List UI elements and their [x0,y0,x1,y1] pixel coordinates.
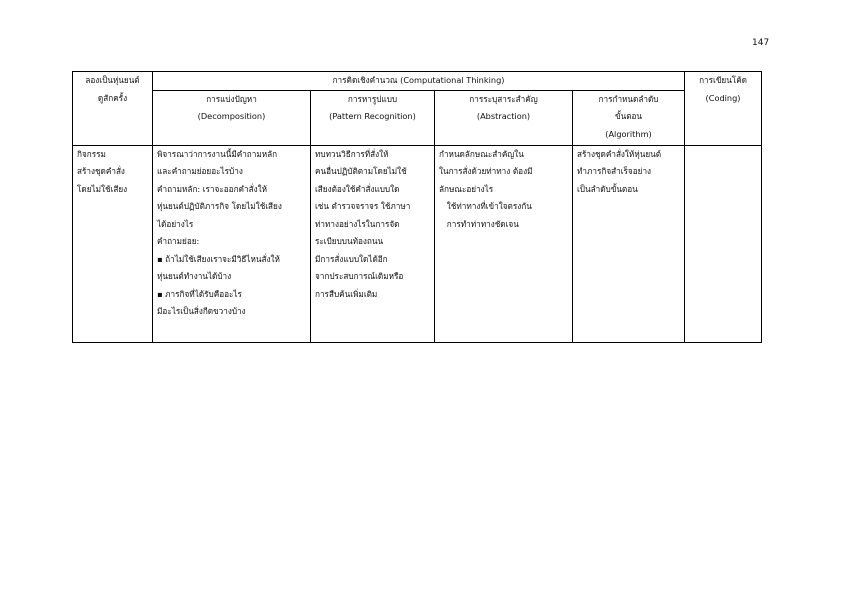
algorithm-header-line: ขั้นตอน [615,111,643,121]
activity-line: กิจกรรม [77,148,106,159]
pattern-line: เสียงต้องใช้คำสั่งแบบใด [315,183,400,194]
decomposition-cell [153,145,311,343]
decomposition-line: พิจารณาว่าการงานนี้มีคำถามหลัก [157,148,278,159]
decomposition-line: คำถามย่อย: [157,236,200,246]
algorithm-header-line: การกำหนดลำดับ [598,93,659,104]
activity-cell [73,145,153,343]
decomposition-line: หุ่นยนต์ทำงานได้บ้าง [157,271,232,281]
abstraction-line: ในการสั่งด้วยท่าทาง ต้องมี [439,166,533,176]
activity-header-line: ลองเป็นหุ่นยนต์ [85,75,140,85]
algorithm-line: ทำภารกิจสำเร็จอย่าง [577,166,652,176]
decomposition-line: มีอะไรเป็นสิ่งกีดขวางบ้าง [157,306,246,316]
pattern-header [311,90,435,145]
algorithm-cell [573,145,685,343]
abstraction-header-line: การระบุสาระสำคัญ [469,93,538,104]
pattern-line: ระเบียบบนท้องถนน [315,236,384,246]
activity-line: สร้างชุดคำสั่ง [77,166,125,176]
abstraction-line: กำหนดลักษณะสำคัญใน [439,148,524,159]
activity-line: โดยไม่ใช้เสียง [77,183,128,194]
decomposition-header [153,90,311,145]
pattern-line: จากประสบการณ์เดิมหรือ [315,271,404,281]
pattern-line: มีการสั่งแบบใดได้อีก [315,253,388,264]
page-number: 147 [752,38,770,48]
coding-header-cell [685,72,762,146]
pattern-header-line: การหารูปแบบ [347,93,398,104]
abstraction-line: ใช้ท่าทางที่เข้าใจตรงกัน [439,201,532,211]
decomposition-bullet: ▪ ถ้าไม่ใช้เสียงเราจะมีวิธีไหนสั่งให้ [157,253,280,264]
computational-thinking-table [72,71,762,343]
pattern-line: ทบทวนวิธีการที่สั่งให้ [315,148,389,159]
abstraction-line: การทำท่าทางชัดเจน [439,218,519,229]
activity-header-cell [73,72,153,146]
abstraction-line: ลักษณะอย่างไร [439,183,494,194]
abstraction-header [435,90,573,145]
activity-header-line: ดูสักครั้ง [97,92,128,103]
coding-cell [685,145,762,343]
pattern-line: ท่าทางอย่างไรในการจัด [315,218,400,229]
computational-thinking-header: การคิดเชิงคำนวณ (Computational Thinking) [153,72,685,91]
decomposition-header-line: การแบ่งปัญหา [206,93,257,104]
algorithm-line: สร้างชุดคำสั่งให้หุ่นยนต์ [577,148,662,159]
algorithm-header [573,90,685,145]
pattern-header-line: (Pattern Recognition) [329,111,416,121]
decomposition-bullet: ▪ ภารกิจที่ได้รับคืออะไร [157,288,242,299]
decomposition-line: และคำถามย่อยอะไรบ้าง [157,166,243,176]
algorithm-header-line: (Algorithm) [605,128,652,139]
coding-header-line: (Coding) [705,92,741,103]
decomposition-line: หุ่นยนต์ปฏิบัติภารกิจ โดยไม่ใช้เสียง [157,201,282,211]
pattern-cell [311,145,435,343]
pattern-line: การสืบค้นเพิ่มเติม [315,288,378,299]
abstraction-cell [435,145,573,343]
pattern-line: คนอื่นปฏิบัติตามโดยไม่ใช้ [315,166,407,176]
coding-header-line: การเขียนโค้ด [699,75,747,85]
pattern-line: เช่น ตำรวจจราจร ใช้ภาษา [315,201,411,211]
decomposition-line: ได้อย่างไร [157,218,194,229]
decomposition-header-line: (Decomposition) [197,111,266,121]
decomposition-line: คำถามหลัก: เราจะออกคำสั่งให้ [157,183,268,194]
abstraction-header-line: (Abstraction) [476,111,531,121]
algorithm-line: เป็นลำดับขั้นตอน [577,183,638,194]
